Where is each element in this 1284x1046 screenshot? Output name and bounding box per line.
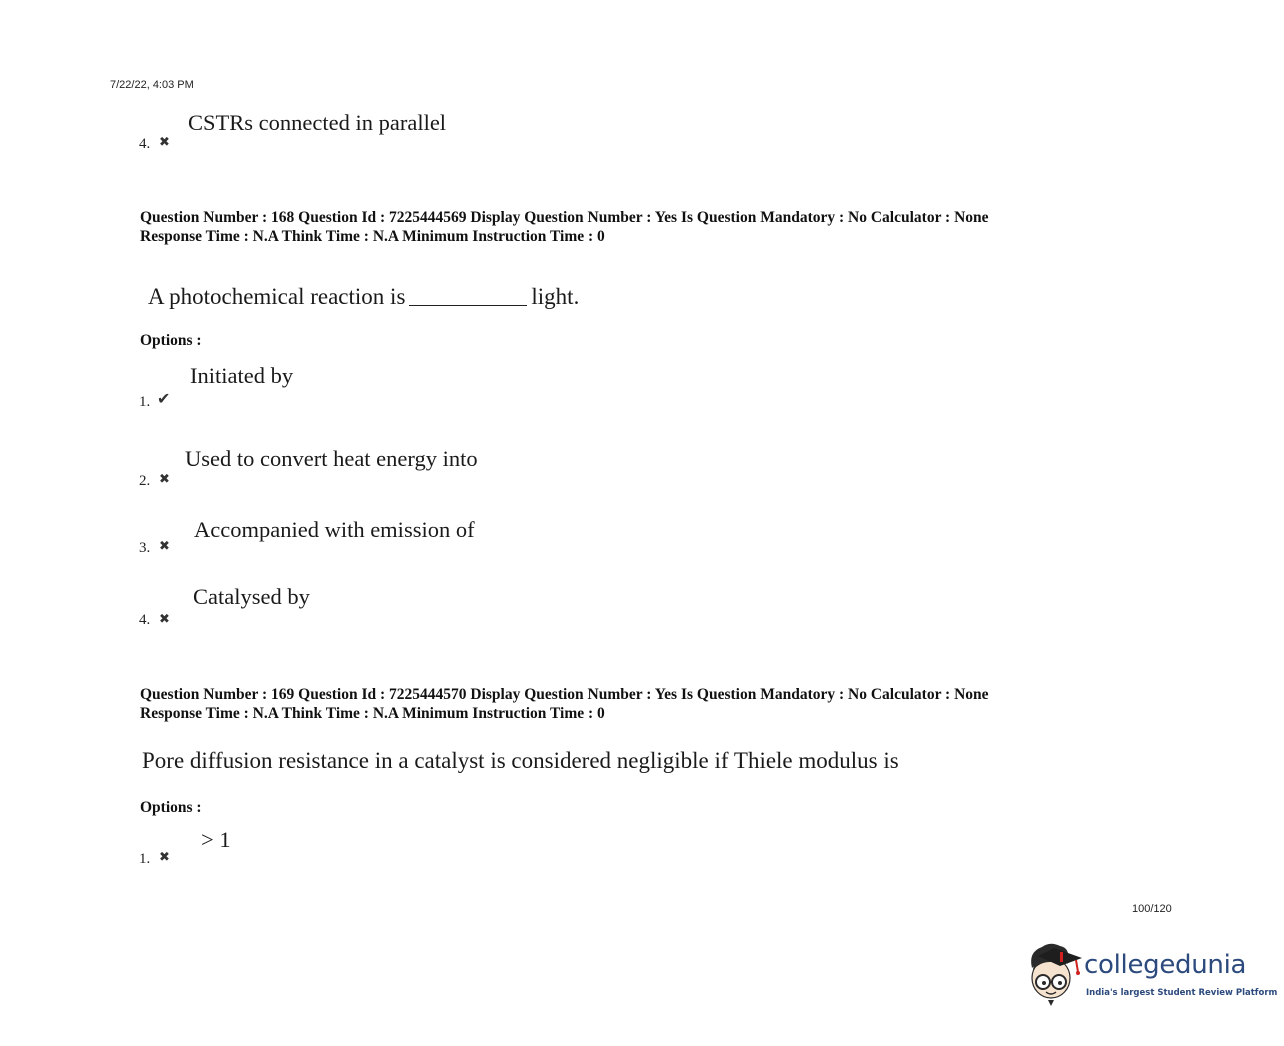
brand-name: collegedunia bbox=[1084, 950, 1247, 980]
option-number: 1. bbox=[139, 851, 151, 867]
brand-tagline: India's largest Student Review Platform bbox=[1086, 988, 1278, 998]
option-text: Initiated by bbox=[190, 363, 294, 388]
options-label: Options : bbox=[140, 332, 202, 349]
question-meta bbox=[140, 208, 989, 246]
cross-mark-icon: ✖ bbox=[159, 849, 170, 864]
mascot-graduate-icon bbox=[1024, 938, 1086, 1008]
question-meta-line2: Response Time : N.A Think Time : N.A Minimum Instruction Time : 0 bbox=[140, 705, 605, 722]
cross-mark-icon: ✖ bbox=[159, 611, 170, 626]
cross-mark-icon: ✖ bbox=[159, 538, 170, 553]
option-number: 3. bbox=[139, 540, 151, 556]
cross-mark-icon: ✖ bbox=[159, 471, 170, 486]
options-label: Options : bbox=[140, 799, 202, 816]
option-text: Catalysed by bbox=[193, 584, 310, 609]
question-meta-line1: Question Number : 169 Question Id : 7225444570 Display Question Number : Yes Is Question Mandatory : No Calculator : None bbox=[140, 686, 989, 703]
page-number: 100/120 bbox=[1132, 903, 1172, 915]
fill-in-blank bbox=[409, 287, 527, 306]
check-mark-icon: ✔ bbox=[157, 391, 171, 408]
question-text: Pore diffusion resistance in a catalyst is considered negligible if Thiele modulus is bbox=[142, 748, 899, 773]
question-text-after: light. bbox=[531, 284, 580, 309]
option-text: Accompanied with emission of bbox=[194, 517, 475, 542]
option-number: 2. bbox=[139, 473, 151, 489]
brand-logo[interactable] bbox=[1024, 938, 1278, 1008]
option-text: CSTRs connected in parallel bbox=[188, 110, 447, 135]
question-meta-line2: Response Time : N.A Think Time : N.A Minimum Instruction Time : 0 bbox=[140, 228, 605, 245]
print-timestamp: 7/22/22, 4:03 PM bbox=[110, 79, 194, 91]
option-number: 4. bbox=[139, 136, 151, 152]
option-number: 1. bbox=[139, 394, 151, 410]
question-meta-line1: Question Number : 168 Question Id : 7225444569 Display Question Number : Yes Is Question Mandatory : No Calculator : None bbox=[140, 209, 989, 226]
question-meta bbox=[140, 685, 989, 723]
option-number: 4. bbox=[139, 612, 151, 628]
question-text bbox=[148, 284, 579, 310]
cross-mark-icon: ✖ bbox=[159, 134, 170, 149]
option-text: Used to convert heat energy into bbox=[185, 446, 478, 471]
question-text-before: A photochemical reaction is bbox=[148, 284, 406, 309]
option-text: > 1 bbox=[201, 827, 231, 852]
